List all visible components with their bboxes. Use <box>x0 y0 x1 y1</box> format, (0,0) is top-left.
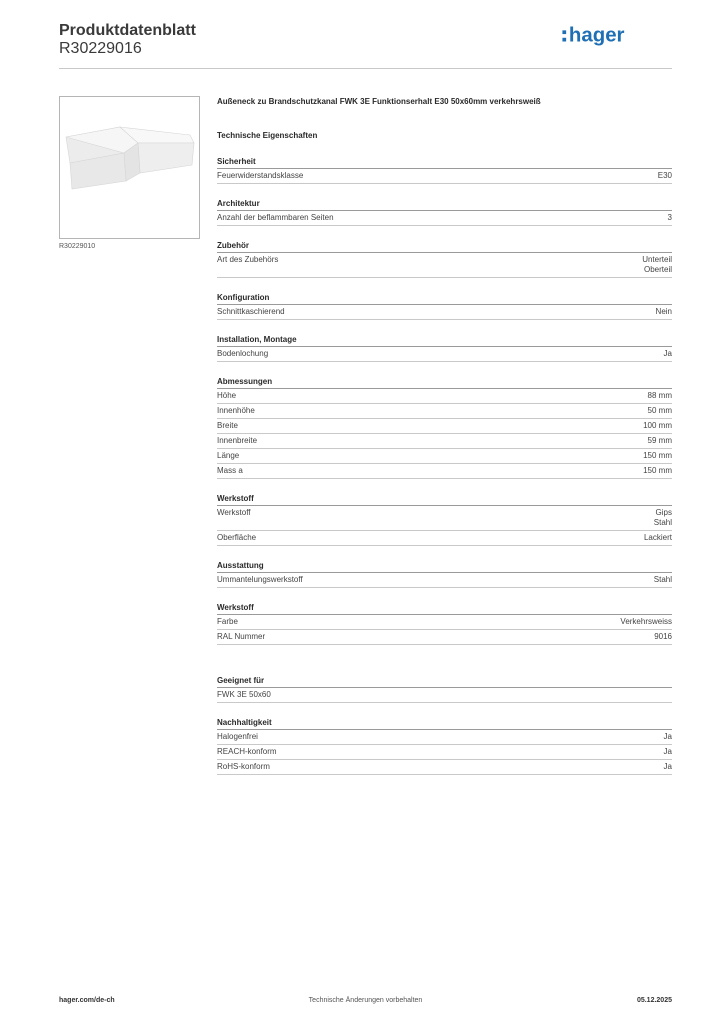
spec-label: Art des Zubehörs <box>217 255 279 264</box>
spec-values <box>648 391 672 401</box>
spec-section <box>217 675 672 703</box>
spec-values <box>654 632 672 642</box>
spec-values <box>664 349 672 359</box>
spec-section <box>217 376 672 479</box>
spec-value: 59 mm <box>647 436 672 445</box>
spec-label: Bodenlochung <box>217 349 269 358</box>
spec-label: Farbe <box>217 617 238 626</box>
spec-value: 100 mm <box>643 421 672 430</box>
spec-values <box>664 732 672 742</box>
spec-label: RoHS-konform <box>217 762 270 771</box>
spec-section <box>217 240 672 278</box>
spec-value: 150 mm <box>643 466 672 475</box>
section-title: Werkstoff <box>217 602 672 615</box>
spec-value: Oberteil <box>643 265 672 274</box>
spec-value: 3 <box>667 213 672 222</box>
spec-row <box>217 573 672 588</box>
spec-label: Halogenfrei <box>217 732 258 741</box>
product-photo <box>60 97 199 238</box>
product-title: Außeneck zu Brandschutzkanal FWK 3E Funktionserhalt E30 50x60mm verkehrsweiß <box>217 97 541 106</box>
spec-values <box>654 508 672 528</box>
spec-row <box>217 211 672 226</box>
spec-row <box>217 745 672 760</box>
spec-section <box>217 602 672 645</box>
spec-row <box>217 688 672 703</box>
spec-value: Lackiert <box>643 533 672 542</box>
spec-label: FWK 3E 50x60 <box>217 690 271 699</box>
spec-values <box>668 213 672 223</box>
spec-row <box>217 506 672 531</box>
spec-value: Verkehrsweiss <box>620 617 672 626</box>
section-title: Ausstattung <box>217 560 672 573</box>
spec-values <box>664 747 672 757</box>
spec-value: Ja <box>663 732 672 741</box>
footer-website: hager.com/de-ch <box>59 997 115 1004</box>
spec-label: Anzahl der beflammbaren Seiten <box>217 213 334 222</box>
section-title: Zubehör <box>217 240 672 253</box>
spec-value: Ja <box>663 349 672 358</box>
spec-value: Nein <box>655 307 672 316</box>
spec-value: 9016 <box>654 632 672 641</box>
document-title: Produktdatenblatt <box>59 22 196 39</box>
spec-label: Feuerwiderstandsklasse <box>217 171 304 180</box>
spec-label: Breite <box>217 421 238 430</box>
spec-row <box>217 404 672 419</box>
spec-values <box>656 307 672 317</box>
spec-value: 88 mm <box>647 391 672 400</box>
svg-text:hager: hager <box>568 24 625 47</box>
spec-row <box>217 434 672 449</box>
section-title: Sicherheit <box>217 156 672 169</box>
spec-values <box>648 406 672 416</box>
spec-label: Oberfläche <box>217 533 257 542</box>
spec-value: E30 <box>657 171 672 180</box>
spec-row <box>217 347 672 362</box>
spec-values <box>642 255 672 275</box>
spec-label: Werkstoff <box>217 508 251 517</box>
spec-row <box>217 253 672 278</box>
document-number: R30229016 <box>59 40 142 57</box>
spec-row <box>217 531 672 546</box>
spec-row <box>217 449 672 464</box>
page-header <box>59 20 672 68</box>
spec-label: RAL Nummer <box>217 632 266 641</box>
spec-section <box>217 560 672 588</box>
spec-row <box>217 169 672 184</box>
section-title: Konfiguration <box>217 292 672 305</box>
spec-values <box>643 421 672 431</box>
spec-row <box>217 419 672 434</box>
spec-value: Unterteil <box>642 255 672 264</box>
section-title: Architektur <box>217 198 672 211</box>
spec-section <box>217 156 672 184</box>
spec-value: Gips <box>655 508 672 517</box>
spec-value: Stahl <box>653 575 672 584</box>
spec-row <box>217 389 672 404</box>
spec-label: Mass a <box>217 466 243 475</box>
footer-date: 05.12.2025 <box>636 997 672 1004</box>
spec-row <box>217 760 672 775</box>
spec-value: Stahl <box>653 518 672 527</box>
spec-value: 50 mm <box>647 406 672 415</box>
spec-value: Ja <box>663 747 672 756</box>
spec-row <box>217 630 672 645</box>
spec-values <box>644 533 672 543</box>
spec-values <box>643 466 672 476</box>
spec-row <box>217 464 672 479</box>
spec-value: 150 mm <box>643 451 672 460</box>
spec-label: Innenhöhe <box>217 406 255 415</box>
section-title: Nachhaltigkeit <box>217 717 672 730</box>
section-title: Geeignet für <box>217 675 672 688</box>
spec-section <box>217 493 672 546</box>
spec-label: Länge <box>217 451 240 460</box>
spec-section <box>217 292 672 320</box>
product-image <box>59 96 200 239</box>
spec-label: Schnittkaschierend <box>217 307 285 316</box>
footer-disclaimer: Technische Änderungen vorbehalten <box>308 997 423 1004</box>
section-title: Installation, Montage <box>217 334 672 347</box>
spec-row <box>217 615 672 630</box>
spec-row <box>217 730 672 745</box>
image-caption: R30229010 <box>59 243 96 250</box>
spec-section <box>217 717 672 775</box>
spec-row <box>217 305 672 320</box>
spec-label: Ummantelungswerkstoff <box>217 575 303 584</box>
spec-sections <box>217 156 672 775</box>
spec-values <box>658 171 672 181</box>
section-title: Abmessungen <box>217 376 672 389</box>
spec-values <box>643 451 672 461</box>
spec-section <box>217 198 672 226</box>
spec-label: REACH-konform <box>217 747 277 756</box>
section-title: Werkstoff <box>217 493 672 506</box>
hager-logo <box>559 22 655 48</box>
spec-label: Höhe <box>217 391 237 400</box>
tech-properties-heading: Technische Eigenschaften <box>217 131 318 140</box>
spec-values <box>648 436 672 446</box>
header-divider <box>59 68 672 69</box>
spec-section <box>217 334 672 362</box>
spec-content <box>217 96 672 775</box>
spec-value: Ja <box>663 762 672 771</box>
spec-label: Innenbreite <box>217 436 258 445</box>
spec-values <box>664 762 672 772</box>
spec-values <box>654 575 672 585</box>
spec-values <box>620 617 672 627</box>
